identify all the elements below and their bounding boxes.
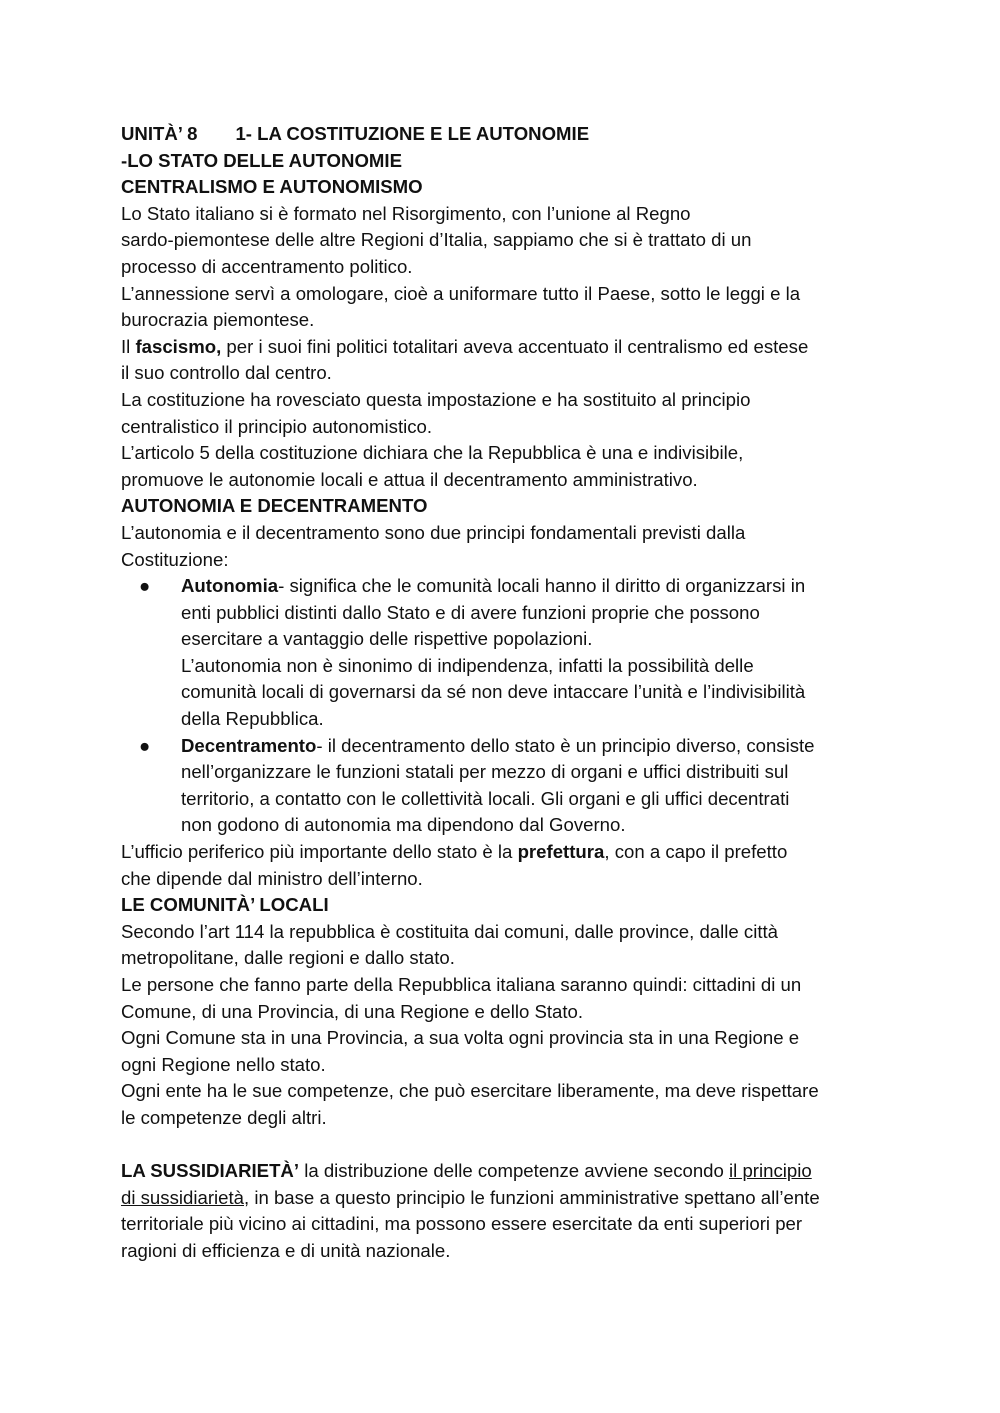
list-line <box>181 733 891 760</box>
paragraph-line: metropolitane, dalle regioni e dallo stato. <box>121 947 455 969</box>
unit-heading <box>121 121 891 148</box>
text-run: , con a capo il prefetto <box>604 841 788 863</box>
paragraph-line: ogni Regione nello stato. <box>121 1053 326 1075</box>
paragraph-line: promuove le autonomie locali e attua il decentramento amministrativo. <box>121 468 698 490</box>
list-line: comunità locali di governarsi da sé non deve intaccare l’unità e l’indivisibilità <box>181 681 806 703</box>
bullet-icon: ● <box>139 734 151 756</box>
paragraph-line: Lo Stato italiano si è formato nel Risorgimento, con l’unione al Regno <box>121 202 691 224</box>
text-run: per i suoi fini politici totalitari aveva accentuato il centralismo ed estese <box>221 335 809 357</box>
paragraph-line: Le persone che fanno parte della Repubblica italiana saranno quindi: cittadini di un <box>121 974 802 995</box>
paragraph-line: Comune, di una Provincia, di una Regione e dello Stato. <box>121 1000 584 1022</box>
text-run: la distribuzione delle competenze avviene secondo <box>299 1160 730 1182</box>
text-run: - significa che le comunità locali hanno il diritto di organizzarsi in <box>278 575 806 597</box>
text-run: L’ufficio periferico più importante dello stato è la <box>121 841 518 863</box>
paragraph-line <box>121 839 891 866</box>
list-line: esercitare a vantaggio delle rispettive popolazioni. <box>181 628 593 650</box>
bold-term-prefettura: prefettura <box>517 841 605 863</box>
bold-term-fascismo: fascismo, <box>135 335 222 357</box>
paragraph-line <box>121 1158 891 1185</box>
paragraph-line: Costituzione: <box>121 548 229 570</box>
section-heading-autonomia: AUTONOMIA E DECENTRAMENTO <box>121 495 428 517</box>
list-line: della Repubblica. <box>181 708 324 730</box>
text-run: , in base a questo principio le funzioni amministrative spettano all’ente <box>243 1186 820 1208</box>
section-heading-sussidiarieta: LA SUSSIDIARIETÀ’ <box>121 1160 300 1182</box>
chapter-title: 1- LA COSTITUZIONE E LE AUTONOMIE <box>235 123 590 144</box>
paragraph-line <box>121 334 891 361</box>
underlined-term: di sussidiarietà <box>121 1186 244 1208</box>
paragraph-line: La costituzione ha rovesciato questa impostazione e ha sostituito al principio <box>121 388 751 410</box>
paragraph-line: centralistico il principio autonomistico. <box>121 415 433 437</box>
paragraph-line: il suo controllo dal centro. <box>121 362 332 384</box>
paragraph-line: le competenze degli altri. <box>121 1106 327 1128</box>
unit-label: UNITÀ’ 8 <box>121 123 198 144</box>
paragraph-line <box>121 1185 891 1212</box>
paragraph-line: ragioni di efficienza e di unità nazionale. <box>121 1239 451 1261</box>
list-item-autonomia <box>121 573 891 733</box>
list-line: nell’organizzare le funzioni statali per mezzo di organi e uffici distribuiti sul <box>181 761 789 783</box>
section-heading-centralismo: CENTRALISMO E AUTONOMISMO <box>121 176 423 198</box>
list-line: L’autonomia non è sinonimo di indipendenza, infatti la possibilità delle <box>181 654 754 676</box>
bold-term-decentramento: Decentramento <box>181 734 317 756</box>
paragraph-line: L’annessione servì a omologare, cioè a uniformare tutto il Paese, sotto le leggi e la <box>121 282 801 304</box>
paragraph-line: processo di accentramento politico. <box>121 255 413 277</box>
paragraph-line: L’autonomia e il decentramento sono due principi fondamentali previsti dalla <box>121 521 746 543</box>
paragraph-line: che dipende dal ministro dell’interno. <box>121 867 423 889</box>
list-item-decentramento <box>121 733 891 839</box>
paragraph-line: sardo-piemontese delle altre Regioni d’Italia, sappiamo che si è trattato di un <box>121 229 752 251</box>
underlined-term: il principio <box>729 1160 812 1182</box>
paragraph-line: territoriale più vicino ai cittadini, ma possono essere esercitate da enti superiori per <box>121 1213 803 1235</box>
list-line: non godono di autonomia ma dipendono dal Governo. <box>181 814 626 836</box>
list-line: enti pubblici distinti dallo Stato e di avere funzioni proprie che possono <box>181 601 760 623</box>
paragraph-line: L’articolo 5 della costituzione dichiara che la Repubblica è una e indivisibile, <box>121 442 744 464</box>
paragraph-line: Secondo l’art 114 la repubblica è costituita dai comuni, dalle province, dalle città <box>121 920 779 942</box>
paragraph-line: Ogni ente ha le sue competenze, che può esercitare liberamente, ma deve rispettare <box>121 1080 819 1102</box>
list-line: territorio, a contatto con le collettività locali. Gli organi e gli uffici decentrati <box>181 787 790 809</box>
section-heading-comunita: LE COMUNITÀ’ LOCALI <box>121 894 329 916</box>
bold-term-autonomia: Autonomia <box>181 575 279 597</box>
text-run: - il decentramento dello stato è un principio diverso, consiste <box>316 734 815 756</box>
paragraph-gap <box>121 1132 891 1159</box>
bullet-icon: ● <box>139 575 151 597</box>
list-line <box>181 573 891 600</box>
subtitle: -LO STATO DELLE AUTONOMIE <box>121 149 402 171</box>
document-page <box>121 121 891 1265</box>
paragraph-line: Ogni Comune sta in una Provincia, a sua volta ogni provincia sta in una Regione e <box>121 1027 800 1049</box>
paragraph-line: burocrazia piemontese. <box>121 309 315 331</box>
text-run: Il <box>121 335 136 357</box>
